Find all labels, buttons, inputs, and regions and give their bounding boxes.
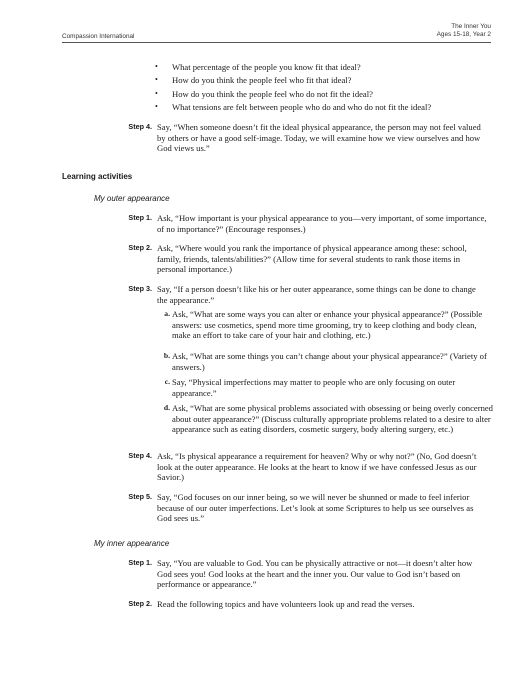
step-text: Say, “You are valuable to God. You can be physically attractive or not—it doesn’t alter how God sees you! God looks at the heart and the inner you. Our value to God isn’t based on performance or appearance.” [157, 558, 473, 589]
header-right [437, 23, 491, 39]
discussion-question-list [155, 62, 495, 115]
bullet-icon: • [155, 101, 158, 111]
step-label: Step 2. [128, 599, 152, 608]
sub-step-label: d. [163, 403, 170, 412]
lesson-subtitle: Ages 15-18, Year 2 [436, 31, 491, 38]
lesson-title: The Inner You [451, 23, 491, 30]
subsection-heading-inner: My inner appearance [94, 539, 170, 548]
bullet-icon: • [155, 62, 158, 71]
list-item: • How do you think the people feel who fit that ideal? [155, 75, 352, 86]
step-label: Step 2. [128, 243, 152, 252]
sub-step-text: Say, “Physical imperfections may matter to people who are only focusing on outer appearance.” [172, 377, 456, 398]
step-label: Step 1. [128, 213, 152, 222]
step-label: Step 4. [128, 122, 152, 131]
subsection-heading-outer: My outer appearance [94, 194, 170, 203]
step-text: Ask, “Is physical appearance a requirement for heaven? Why or why not?” (No, God doesn’t look at the outer appearance. He looks at the heart to know if we have confessed Jesus as our Savior.) [157, 451, 477, 482]
step-text: Say, “When someone doesn’t fit the ideal physical appearance, the person may not feel valued by others or have a good self-image. Today, we will examine how we view ourselves and how God views us.” [157, 122, 481, 153]
sub-step-text: Ask, “What are some physical problems associated with obsessing or being overly concerned about outer appearance?” (Discuss culturally appropriate problems related to a desire to alter appearance such as eating disorders, cosmetic surgery, body altering surgery, etc.) [172, 403, 493, 434]
sub-step-label: b. [163, 351, 170, 360]
bullet-icon: • [155, 88, 158, 98]
list-item: • What tensions are felt between people who do and who do not fit the ideal? [155, 101, 432, 112]
step-text: Ask, “How important is your physical appearance to you—very important, of some importance, of no importance?” (Encourage responses.) [157, 213, 487, 234]
step-label: Step 3. [128, 284, 152, 293]
page-header [62, 22, 491, 43]
step-text: Ask, “Where would you rank the importance of physical appearance among these: school, family, friends, talents/abilities?” (Allow time for several students to rank those items in personal importance.) [157, 243, 467, 274]
step-label: Step 5. [128, 492, 152, 501]
list-item: • How do you think the people feel who do not fit the ideal? [155, 88, 373, 99]
sub-step-text: Ask, “What are some ways you can alter or enhance your physical appearance?” (Possible answers: use cosmetics, spend more time grooming, try to keep clothing and body clean, make an effort to take care of your hair and clothing, etc.) [172, 309, 483, 340]
sub-step-label: c. [164, 377, 170, 386]
step-text: Read the following topics and have volunteers look up and read the verses. [157, 599, 415, 609]
step-text: Say, “God focuses on our inner being, so we will never be shunned or made to feel inferior because of our outer imperfections. Let’s look at some Scriptures to help us see ourselves as God sees us.” [157, 492, 474, 523]
section-heading: Learning activities [62, 172, 133, 181]
bullet-icon: • [155, 75, 158, 85]
org-name: Compassion International [62, 33, 135, 40]
step-label: Step 1. [128, 558, 152, 567]
sub-step-label: a. [164, 309, 170, 318]
sub-step-text: Ask, “What are some things you can’t change about your physical appearance?” (Variety of answers.) [172, 351, 487, 372]
list-item: • What percentage of the people you know fit that ideal? [155, 62, 361, 72]
step-text: Say, “If a person doesn’t like his or her outer appearance, some things can be done to change the appearance.” [157, 284, 476, 305]
step-label: Step 4. [128, 451, 152, 460]
